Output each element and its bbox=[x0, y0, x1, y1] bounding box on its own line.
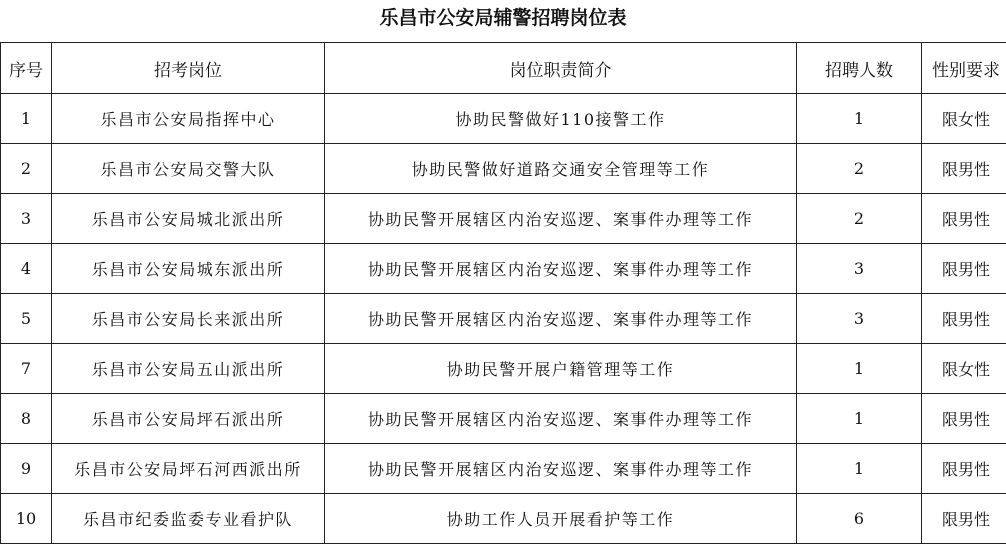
cell-gender: 限男性 bbox=[922, 194, 1006, 244]
cell-no: 2 bbox=[1, 144, 52, 194]
cell-duty: 协助民警做好110接警工作 bbox=[325, 94, 797, 144]
cell-no: 1 bbox=[1, 94, 52, 144]
cell-post: 乐昌市公安局坪石派出所 bbox=[52, 394, 325, 444]
cell-post: 乐昌市纪委监委专业看护队 bbox=[52, 494, 325, 544]
cell-post: 乐昌市公安局指挥中心 bbox=[52, 94, 325, 144]
header-duty: 岗位职责简介 bbox=[325, 43, 797, 94]
header-count: 招聘人数 bbox=[797, 43, 922, 94]
cell-duty: 协助民警开展辖区内治安巡逻、案事件办理等工作 bbox=[325, 444, 797, 494]
header-no: 序号 bbox=[1, 43, 52, 94]
cell-no: 7 bbox=[1, 344, 52, 394]
cell-count: 1 bbox=[797, 394, 922, 444]
table-row bbox=[1, 194, 1006, 244]
cell-post: 乐昌市公安局城东派出所 bbox=[52, 244, 325, 294]
table-header-row bbox=[1, 43, 1006, 94]
table-row bbox=[1, 394, 1006, 444]
cell-count: 3 bbox=[797, 244, 922, 294]
cell-no: 3 bbox=[1, 194, 52, 244]
cell-count: 6 bbox=[797, 494, 922, 544]
table-row bbox=[1, 94, 1006, 144]
cell-count: 2 bbox=[797, 194, 922, 244]
cell-post: 乐昌市公安局交警大队 bbox=[52, 144, 325, 194]
cell-post: 乐昌市公安局城北派出所 bbox=[52, 194, 325, 244]
header-post: 招考岗位 bbox=[52, 43, 325, 94]
cell-gender: 限男性 bbox=[922, 394, 1006, 444]
cell-no: 8 bbox=[1, 394, 52, 444]
cell-gender: 限男性 bbox=[922, 244, 1006, 294]
recruitment-table bbox=[0, 42, 1006, 544]
cell-count: 2 bbox=[797, 144, 922, 194]
page-title: 乐昌市公安局辅警招聘岗位表 bbox=[0, 0, 1006, 40]
cell-gender: 限女性 bbox=[922, 94, 1006, 144]
cell-gender: 限男性 bbox=[922, 294, 1006, 344]
cell-duty: 协助民警开展户籍管理等工作 bbox=[325, 344, 797, 394]
cell-duty: 协助民警开展辖区内治安巡逻、案事件办理等工作 bbox=[325, 244, 797, 294]
table-row bbox=[1, 444, 1006, 494]
cell-gender: 限男性 bbox=[922, 444, 1006, 494]
cell-post: 乐昌市公安局长来派出所 bbox=[52, 294, 325, 344]
cell-count: 3 bbox=[797, 294, 922, 344]
cell-post: 乐昌市公安局五山派出所 bbox=[52, 344, 325, 394]
cell-duty: 协助民警开展辖区内治安巡逻、案事件办理等工作 bbox=[325, 194, 797, 244]
cell-post: 乐昌市公安局坪石河西派出所 bbox=[52, 444, 325, 494]
cell-no: 10 bbox=[1, 494, 52, 544]
cell-duty: 协助民警开展辖区内治安巡逻、案事件办理等工作 bbox=[325, 294, 797, 344]
cell-gender: 限女性 bbox=[922, 344, 1006, 394]
table-row bbox=[1, 244, 1006, 294]
cell-count: 1 bbox=[797, 444, 922, 494]
cell-count: 1 bbox=[797, 94, 922, 144]
table-row bbox=[1, 344, 1006, 394]
cell-no: 4 bbox=[1, 244, 52, 294]
cell-duty: 协助民警做好道路交通安全管理等工作 bbox=[325, 144, 797, 194]
cell-gender: 限男性 bbox=[922, 494, 1006, 544]
table-row bbox=[1, 144, 1006, 194]
cell-gender: 限男性 bbox=[922, 144, 1006, 194]
table-row bbox=[1, 294, 1006, 344]
cell-count: 1 bbox=[797, 344, 922, 394]
cell-duty: 协助民警开展辖区内治安巡逻、案事件办理等工作 bbox=[325, 394, 797, 444]
table-row bbox=[1, 494, 1006, 544]
header-gender: 性别要求 bbox=[922, 43, 1006, 94]
cell-no: 9 bbox=[1, 444, 52, 494]
cell-duty: 协助工作人员开展看护等工作 bbox=[325, 494, 797, 544]
cell-no: 5 bbox=[1, 294, 52, 344]
